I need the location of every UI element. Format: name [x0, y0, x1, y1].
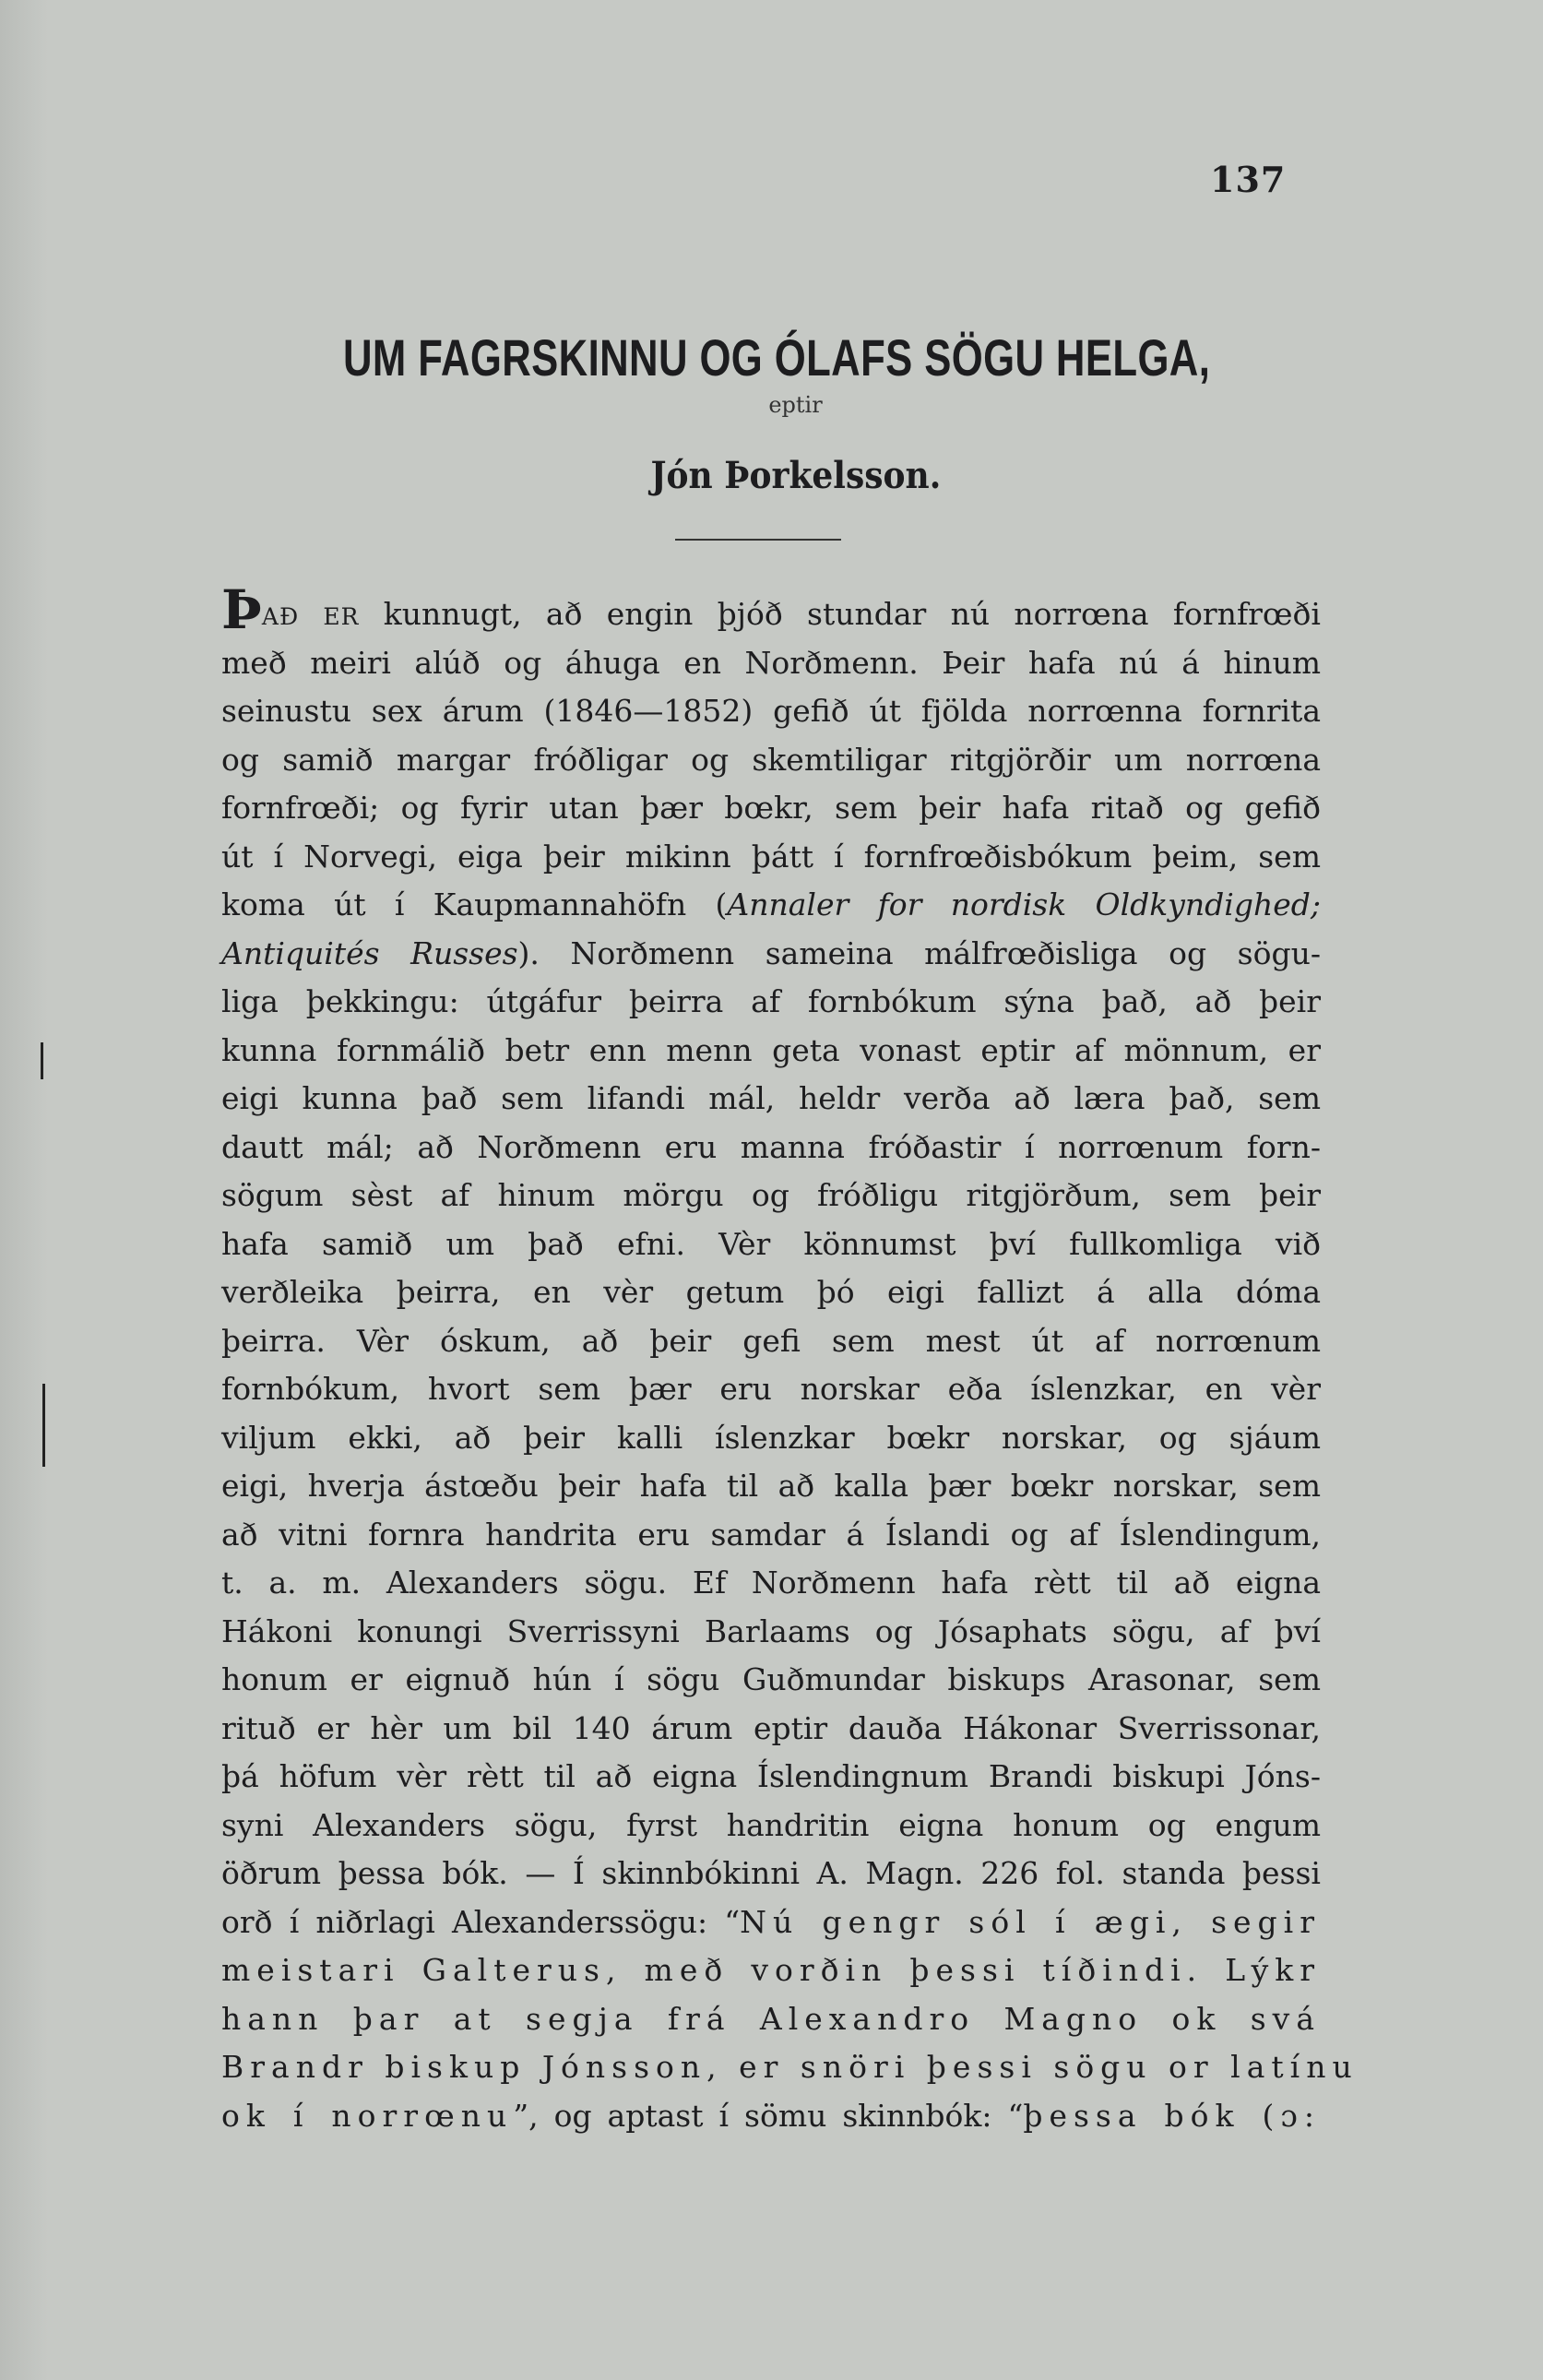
text-line: viljum ekki, að þeir kalli íslenzkar bœkr norskar, og sjáum — [221, 1419, 1321, 1456]
text-line: þá höfum vèr rètt til að eigna Íslendingnum Brandi biskupi Jóns- — [221, 1758, 1321, 1794]
text-line: liga þekkingu: útgáfur þeirra af fornbókum sýna það, að þeir — [221, 983, 1321, 1019]
text-line: hafa samið um það efni. Vèr könnumst því fullkomliga við — [221, 1225, 1321, 1262]
margin-mark — [41, 1042, 43, 1079]
text-line: hann þar at segja frá Alexandro Magno ok svá — [221, 2000, 1321, 2037]
text-line: dautt mál; að Norðmenn eru manna fróðastir í norrœnum forn- — [221, 1128, 1321, 1165]
text-line: með meiri alúð og áhuga en Norðmenn. Þeir hafa nú á hinum — [221, 644, 1321, 681]
text-line: seinustu sex árum (1846—1852) gefið út fjölda norrœnna fornrita — [221, 693, 1321, 729]
byline: eptir — [768, 392, 823, 418]
spaced-quote: Nú gengr sól í ægi, segir — [740, 1903, 1321, 1940]
small-caps-opening: ER — [323, 603, 360, 630]
text-line: eigi kunna það sem lifandi mál, heldr verða að læra það, sem — [221, 1080, 1321, 1116]
margin-mark — [42, 1384, 45, 1467]
text-line: eigi, hverja ástœðu þeir hafa til að kalla þær bœkr norskar, sem — [221, 1468, 1321, 1504]
page-gutter-shadow — [0, 0, 48, 2380]
text-line: fornfrœði; og fyrir utan þær bœkr, sem þeir hafa ritað og gefið — [221, 790, 1321, 826]
text-line: syni Alexanders sögu, fyrst handritin eigna honum og engum — [221, 1806, 1321, 1843]
text-line: meistari Galterus, með vorðin þessi tíðindi. Lýkr — [221, 1952, 1321, 1988]
italic-title: Annaler for nordisk Oldkyndighed; — [727, 887, 1321, 922]
text-line: Antiquités Russes). Norðmenn sameina málfrœðisliga og sögu- — [221, 934, 1321, 971]
text-line: t. a. m. Alexanders sögu. Ef Norðmenn hafa rètt til að eigna — [221, 1565, 1321, 1601]
article-title: UM FAGRSKINNU OG ÓLAFS SÖGU HELGA, — [343, 328, 1211, 387]
text-line: honum er eignuð hún í sögu Guðmundar biskups Arasonar, sem — [221, 1661, 1321, 1697]
text-line: Hákoni konungi Sverrissyni Barlaams og Jósaphats sögu, af því — [221, 1612, 1321, 1649]
text-line: Brandr biskup Jónsson, er snöri þessi sögu or latínu — [221, 2049, 1359, 2085]
spaced-quote: þessa bók (ɔ: — [1023, 2097, 1321, 2134]
text-line: verðleika þeirra, en vèr getum þó eigi fallizt á alla dóma — [221, 1274, 1321, 1310]
drop-cap: Þ — [221, 578, 262, 641]
text-line: sögum sèst af hinum mörgu og fróðligu ritgjörðum, sem þeir — [221, 1177, 1321, 1213]
text-line: að vitni fornra handrita eru samdar á Íslandi og af Íslendingum, — [221, 1516, 1321, 1553]
text-line: ok í norrœnu”, og aptast í sömu skinnbók: “þessa bók (ɔ: — [221, 2097, 1321, 2134]
title-divider — [675, 539, 841, 541]
text-line: þeirra. Vèr óskum, að þeir gefi sem mest út af norrœnum — [221, 1322, 1321, 1359]
text-line: rituð er hèr um bil 140 árum eptir dauða Hákonar Sverrissonar, — [221, 1709, 1321, 1746]
text-line: öðrum þessa bók. — Í skinnbókinni A. Magn. 226 fol. standa þessi — [221, 1855, 1321, 1891]
text-line: kunna fornmálið betr enn menn geta vonast eptir af mönnum, er — [221, 1031, 1321, 1068]
page-number: 137 — [1210, 159, 1287, 200]
text-line: fornbókum, hvort sem þær eru norskar eða íslenzkar, en vèr — [221, 1371, 1321, 1407]
text-line: ÞAÐ ER kunnugt, að engin þjóð stundar nú norrœna fornfrœði — [221, 578, 1321, 641]
author-name: Jón Þorkelsson. — [650, 454, 941, 497]
spaced-quote: ok í norrœnu — [221, 2097, 514, 2134]
text-line: koma út í Kaupmannahöfn (Annaler for nordisk Oldkyndighed; — [221, 887, 1321, 922]
text-line: og samið margar fróðligar og skemtiligar ritgjörðir um norrœna — [221, 741, 1321, 778]
small-caps-opening: AÐ — [261, 603, 300, 630]
italic-title: Antiquités Russes — [221, 934, 518, 971]
text-line: orð í niðrlagi Alexanderssögu: “Nú gengr sól í ægi, segir — [221, 1903, 1321, 1940]
text-line: út í Norvegi, eiga þeir mikinn þátt í fornfrœðisbókum þeim, sem — [221, 838, 1321, 875]
body-text — [221, 578, 1359, 2140]
